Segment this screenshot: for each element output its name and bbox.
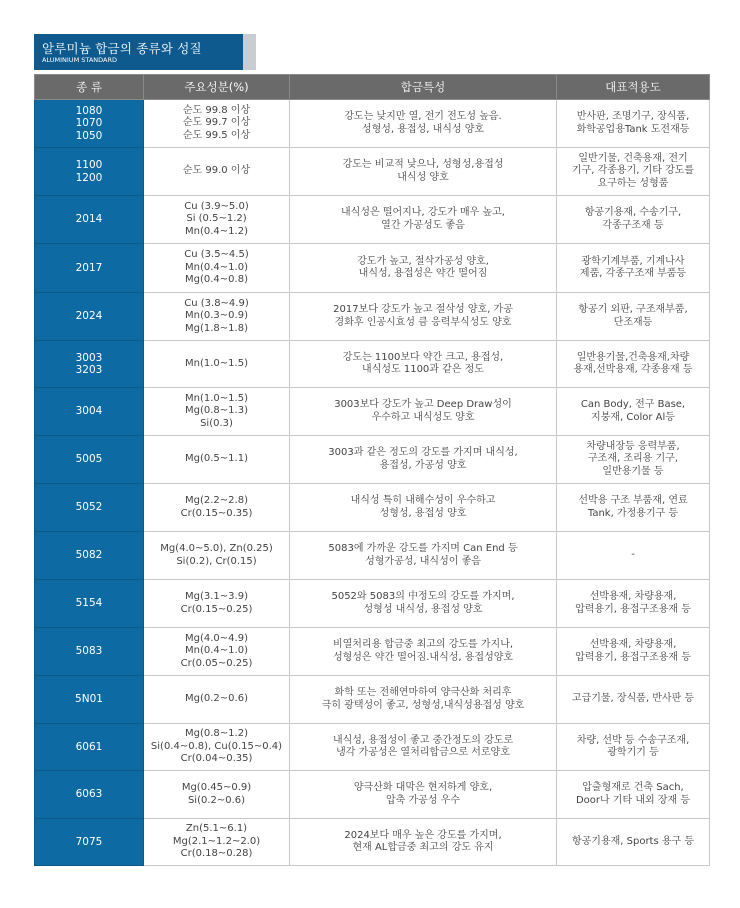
cell-line: 차량내장등 응력부품, (586, 440, 680, 452)
table-row (35, 819, 710, 866)
cell-line: 2024보다 매우 높은 강도를 가지며, (344, 829, 502, 841)
cell-line: 5083 (75, 645, 103, 658)
cell-line: Door나 기타 내외 장재 등 (575, 794, 691, 806)
cell-line: 7075 (75, 835, 103, 848)
cell-line: 5083에 가까운 강도를 가지며 Can End 등 (328, 543, 518, 554)
cell-line: Cr(0.04~0.35) (180, 753, 253, 765)
cell-properties (290, 196, 557, 244)
cell-line: 압력용기, 용접구조용재 등 (575, 651, 691, 663)
cell-line: 내식성, 용접성이 좋고 중간정도의 강도로 (332, 734, 514, 746)
cell-line: 3003보다 강도가 높고 Deep Draw성이 (334, 399, 512, 410)
header-properties: 합금특성 (290, 75, 557, 100)
table-row (35, 148, 710, 196)
cell-line: 1200 (75, 171, 103, 184)
cell-line: 2014 (75, 213, 103, 226)
cell-line: 기구, 각종용기, 기타 강도를 (571, 165, 695, 177)
cell-line: 요구하는 성형품 (597, 177, 669, 189)
cell-line: 순도 99.5 이상 (182, 129, 251, 141)
cell-uses (557, 196, 710, 244)
cell-composition (144, 388, 290, 436)
cell-type (35, 771, 144, 819)
header-uses: 대표적용도 (557, 75, 710, 100)
cell-type (35, 532, 144, 580)
cell-line: 내식성도 1100과 같은 정도 (362, 364, 484, 375)
cell-line: 용접성, 가공성 양호 (379, 459, 467, 471)
cell-line: 항공기 외판, 구조재부품, (578, 304, 688, 315)
cell-line: 5N01 (75, 693, 103, 706)
cell-line: 현재 AL합금중 최고의 강도 유지 (352, 842, 494, 853)
table-row (35, 196, 710, 244)
cell-type (35, 580, 144, 628)
cell-composition (144, 484, 290, 532)
cell-line: 지붕재, Color Al등 (591, 411, 675, 423)
cell-uses (557, 436, 710, 484)
cell-composition (144, 580, 290, 628)
cell-line: Mn(0.4~1.0) (185, 645, 248, 657)
cell-line: Mn(0.3~0.9) (185, 310, 248, 322)
cell-type (35, 436, 144, 484)
cell-uses (557, 532, 710, 580)
cell-composition (144, 532, 290, 580)
title-banner-bar (34, 34, 243, 70)
table-row (35, 341, 710, 388)
cell-line: Mn(0.4~1.0) (185, 261, 248, 273)
cell-line: 6061 (75, 740, 103, 753)
cell-line: 각종구조재 등 (602, 219, 664, 231)
cell-uses (557, 819, 710, 866)
cell-uses (557, 244, 710, 293)
cell-type (35, 244, 144, 293)
cell-type (35, 484, 144, 532)
cell-line: 5005 (75, 453, 103, 466)
cell-line: 단조재등 (613, 316, 653, 328)
cell-line: Cr(0.15~0.25) (180, 603, 253, 615)
cell-line: Si(0.4~0.8), Cu(0.15~0.4) (150, 740, 283, 752)
cell-composition (144, 244, 290, 293)
cell-line: 2017 (75, 261, 103, 274)
cell-composition (144, 196, 290, 244)
cell-properties (290, 244, 557, 293)
cell-type (35, 341, 144, 388)
cell-line: 극히 광택성이 좋고, 성형성,내식성용접성 양호 (321, 699, 525, 711)
table-row (35, 724, 710, 771)
cell-properties (290, 148, 557, 196)
cell-line: Mn(1.0~1.5) (185, 357, 248, 369)
cell-uses (557, 771, 710, 819)
cell-line: 6063 (75, 788, 103, 801)
cell-line: Mg(0.2~0.6) (185, 693, 248, 705)
cell-properties (290, 819, 557, 866)
cell-line: 열간 가공성도 좋음 (381, 219, 465, 231)
cell-line: Si(0.2), Cr(0.15) (176, 555, 257, 567)
table-row (35, 100, 710, 148)
cell-line: Zn(5.1~6.1) (185, 823, 248, 835)
cell-uses (557, 580, 710, 628)
cell-type (35, 148, 144, 196)
cell-composition (144, 100, 290, 148)
table-row (35, 436, 710, 484)
cell-line: 압출형재로 건축 Sach, (582, 782, 684, 793)
cell-composition (144, 676, 290, 724)
cell-properties (290, 484, 557, 532)
cell-line: 일반기물, 건축용재, 전기 (578, 152, 688, 164)
cell-line: 강도는 1100보다 약간 크고, 용접성, (342, 351, 504, 363)
cell-properties (290, 341, 557, 388)
cell-line: Cr(0.15~0.35) (180, 507, 253, 519)
cell-uses (557, 628, 710, 676)
cell-line: 제품, 각종구조재 부품등 (579, 268, 687, 279)
cell-type (35, 100, 144, 148)
cell-line: - (631, 549, 635, 561)
cell-line: 1100 (75, 159, 103, 171)
cell-line: Si(0.2~0.6) (187, 794, 246, 806)
cell-line: 5052와 5083의 中정도의 강도를 가지며, (331, 591, 515, 602)
cell-line: Mg(1.8~1.8) (185, 322, 248, 334)
cell-line: 순도 99.7 이상 (182, 117, 251, 129)
cell-line: Mg(4.0~4.9) (185, 632, 248, 644)
cell-line: Mg(4.0~5.0), Zn(0.25) (160, 543, 273, 554)
cell-composition (144, 628, 290, 676)
cell-line: 내식성 양호 (397, 171, 449, 183)
cell-properties (290, 293, 557, 341)
cell-uses (557, 724, 710, 771)
cell-line: 강도는 낮지만 열, 전기 전도성 높음. (344, 111, 502, 122)
alloy-spec-table (34, 74, 710, 866)
cell-line: 내식성은 떨어지나, 강도가 매우 높고, (341, 207, 505, 218)
title-banner-accent (243, 34, 256, 70)
cell-composition (144, 436, 290, 484)
cell-line: 압력용기, 용접구조용재 등 (575, 603, 691, 615)
cell-line: 강도가 높고, 절삭가공성 양호, (357, 255, 489, 267)
cell-line: 광학기계부품, 기계나사 (581, 255, 685, 267)
cell-line: Mg(0.45~0.9) (181, 782, 252, 793)
cell-line: 3003 (75, 351, 103, 364)
table-row (35, 771, 710, 819)
cell-line: 1050 (75, 129, 103, 142)
cell-composition (144, 819, 290, 866)
table-body (35, 100, 710, 866)
table-row (35, 580, 710, 628)
cell-line: 냉각 가공성은 열처리합금으로 서로양호 (336, 747, 510, 758)
cell-line: Mg(2.2~2.8) (185, 495, 248, 506)
cell-line: 2024 (75, 310, 103, 323)
cell-properties (290, 676, 557, 724)
cell-line: 화학 또는 전해연마하여 양극산화 처리후 (334, 687, 512, 698)
cell-line: 강도는 비교적 낮으나, 성형성,용접성 (342, 159, 504, 170)
cell-line: 고급기물, 장식품, 반사판 등 (571, 693, 695, 705)
cell-line: 5082 (75, 549, 103, 562)
cell-line: 순도 99.0 이상 (182, 165, 251, 177)
cell-line: Mn(1.0~1.5) (185, 392, 248, 404)
cell-composition (144, 293, 290, 341)
cell-line: Cr(0.05~0.25) (180, 657, 253, 669)
cell-line: Si (0.5~1.2) (186, 213, 247, 225)
cell-line: 용재,선박용재, 각종용재 등 (573, 364, 693, 375)
cell-line: 경화후 인공시효성 큼 응력부식성도 양호 (334, 316, 512, 328)
cell-line: 화학공업용Tank 도전재등 (576, 123, 690, 135)
cell-line: 성형성, 용접성 양호 (379, 507, 467, 519)
cell-line: Mg(0.8~1.2) (185, 728, 248, 740)
cell-line: Tank, 가정용기구 등 (587, 507, 679, 519)
cell-line: Mg(2.1~1.2~2.0) (172, 835, 261, 847)
table-row (35, 532, 710, 580)
cell-line: 일반용기물,건축용재,차량 (576, 351, 690, 363)
table-row (35, 388, 710, 436)
cell-line: 5052 (75, 501, 103, 514)
cell-line: 구조재, 조리용 기구, (588, 453, 678, 465)
cell-uses (557, 676, 710, 724)
cell-line: 2017보다 강도가 높고 절삭성 양호, 가공 (333, 304, 513, 315)
cell-properties (290, 724, 557, 771)
cell-composition (144, 771, 290, 819)
cell-uses (557, 293, 710, 341)
cell-line: Mg(0.5~1.1) (185, 453, 248, 465)
cell-uses (557, 148, 710, 196)
cell-line: 광학기기 등 (607, 747, 659, 758)
cell-properties (290, 436, 557, 484)
cell-type (35, 196, 144, 244)
cell-line: Cr(0.18~0.28) (180, 848, 253, 860)
table-row (35, 676, 710, 724)
cell-line: 차량, 선박 등 수송구조재, (576, 734, 690, 746)
cell-type (35, 724, 144, 771)
cell-type (35, 388, 144, 436)
cell-composition (144, 724, 290, 771)
cell-line: 일반용기물 등 (602, 465, 664, 477)
cell-line: 3004 (75, 405, 103, 418)
table-row (35, 293, 710, 341)
cell-line: 3003과 같은 정도의 강도를 가지며 내식성, (328, 447, 518, 458)
cell-line: 내식성, 용접성은 약간 떨어짐 (358, 268, 488, 279)
cell-line: 순도 99.8 이상 (182, 104, 251, 116)
cell-line: 반사판, 조명기구, 장식품, (576, 111, 690, 122)
cell-line: 성형성, 용접성, 내식성 양호 (361, 123, 485, 135)
cell-line: Mg(0.8~1.3) (185, 405, 248, 417)
cell-properties (290, 388, 557, 436)
cell-properties (290, 532, 557, 580)
page-title: 알루미늄 합금의 종류와 성질 (42, 41, 202, 56)
cell-uses (557, 484, 710, 532)
cell-line: Cu (3.9~5.0) (184, 200, 249, 212)
cell-properties (290, 100, 557, 148)
cell-line: 우수하고 내식성도 양호 (371, 411, 475, 423)
cell-line: 항공기용재, 수송기구, (584, 207, 682, 218)
cell-line: 양극산화 대막은 현저하게 양호, (353, 782, 493, 793)
cell-line: 압축 가공성 우수 (386, 794, 460, 806)
cell-line: Can Body, 전구 Base, (580, 399, 686, 410)
cell-line: 내식성 특히 내해수성이 우수하고 (350, 495, 496, 506)
cell-uses (557, 341, 710, 388)
cell-line: 선박용 구조 부품재, 연료 (578, 495, 688, 506)
cell-line: 성형성은 약간 떨어짐.내식성, 용접성양호 (332, 651, 514, 663)
cell-line: 1070 (75, 117, 103, 130)
cell-line: 5154 (75, 597, 103, 610)
header-composition: 주요성분(%) (144, 75, 290, 100)
cell-line: Mg(3.1~3.9) (185, 591, 248, 602)
cell-line: 1080 (75, 104, 103, 117)
cell-type (35, 628, 144, 676)
table-header-row (35, 75, 710, 100)
cell-composition (144, 341, 290, 388)
page-subtitle: ALUMINIUM STANDARD (42, 56, 117, 64)
cell-line: Mn(0.4~1.2) (185, 225, 248, 237)
table-row (35, 244, 710, 293)
cell-type (35, 676, 144, 724)
cell-properties (290, 771, 557, 819)
table-row (35, 628, 710, 676)
cell-type (35, 293, 144, 341)
cell-uses (557, 388, 710, 436)
cell-line: Cu (3.5~4.5) (184, 249, 249, 261)
cell-type (35, 819, 144, 866)
table-row (35, 484, 710, 532)
cell-line: 성형가공성, 내식성이 좋음 (365, 555, 481, 567)
cell-line: Mg(0.4~0.8) (185, 274, 248, 286)
cell-line: 3203 (75, 364, 103, 376)
cell-line: 성형성 내식성, 용접성 양호 (363, 603, 483, 615)
cell-line: Si(0.3) (200, 417, 233, 429)
cell-properties (290, 628, 557, 676)
cell-uses (557, 100, 710, 148)
cell-line: 선박용재, 차량용재, (589, 591, 677, 602)
cell-line: Cu (3.8~4.9) (184, 297, 249, 309)
cell-composition (144, 148, 290, 196)
cell-line: 선박용재, 차량용재, (589, 639, 677, 650)
header-type: 종 류 (35, 75, 144, 100)
cell-properties (290, 580, 557, 628)
cell-line: 항공기용재, Sports 용구 등 (571, 835, 695, 847)
title-banner (34, 34, 256, 70)
cell-line: 비열처리용 합금중 최고의 강도를 가지나, (332, 639, 514, 650)
